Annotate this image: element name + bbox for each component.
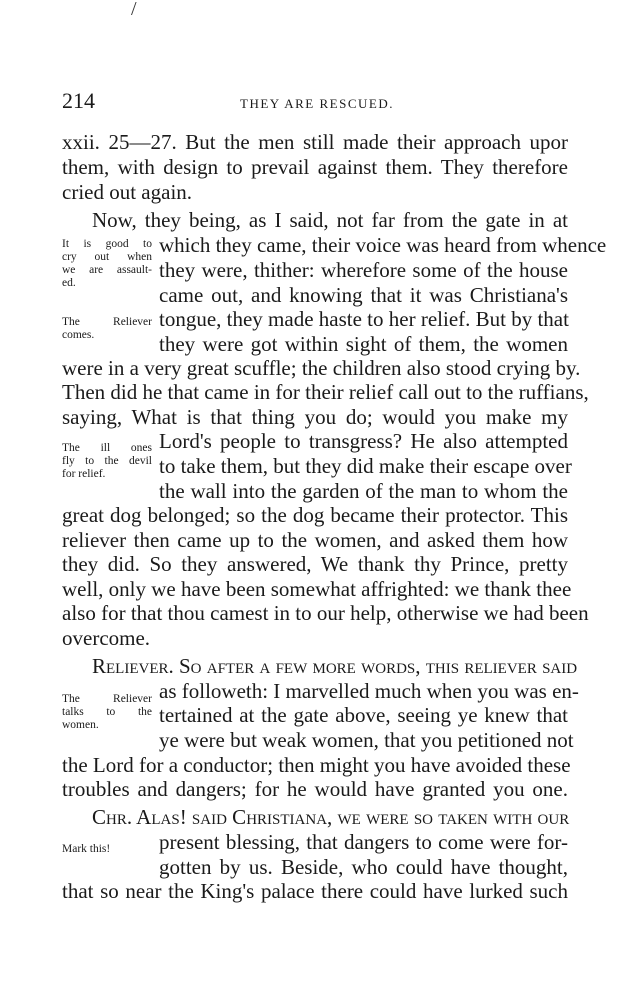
text-line: they did. So they answered, We thank thy Prince, pretty xyxy=(62,552,568,576)
text-line: ye were but weak women, that you petitioned not xyxy=(159,728,574,752)
margin-note-line: Mark this! xyxy=(62,843,111,855)
text-line: as followeth: I marvelled much when you was en- xyxy=(159,679,579,703)
text-line: the wall into the garden of the man to whom the xyxy=(159,479,568,503)
text-line: to take them, but they did make their escape over xyxy=(159,454,572,478)
margin-note-line: cry out when xyxy=(62,251,152,263)
text-line: overcome. xyxy=(62,626,151,650)
margin-note-line: for relief. xyxy=(62,468,106,480)
text-line: tertained at the gate above, seeing ye knew that xyxy=(159,703,568,727)
text-line: tongue, they made haste to her relief. But by that xyxy=(159,307,569,331)
speaker-text: Chr. Alas! said Christiana, we were so taken with our xyxy=(92,805,570,829)
speaker-line xyxy=(92,805,568,829)
text-line: Lord's people to transgress? He also attempted xyxy=(159,429,568,453)
page-number: 214 xyxy=(62,88,95,113)
text-line: reliever then came up to the women, and asked them how xyxy=(62,528,568,552)
stray-pen-mark: / xyxy=(131,0,137,20)
margin-note-line: It is good to xyxy=(62,238,152,250)
text-line: they were got within sight of them, the women xyxy=(159,332,568,356)
margin-note-line: fly to the devil xyxy=(62,455,152,467)
text-line: xxii. 25—27. But the men still made their approach upor xyxy=(62,130,568,154)
margin-note xyxy=(62,843,152,856)
text-line: cried out again. xyxy=(62,180,193,204)
text-line: also for that thou camest in to our help, otherwise we had been xyxy=(62,601,589,625)
text-line: Now, they being, as I said, not far from the gate in at xyxy=(92,208,568,232)
text-line: well, only we have been somewhat affrighted: we thank thee xyxy=(62,577,572,601)
page-header xyxy=(62,88,572,118)
margin-note-line: talks to the xyxy=(62,706,152,718)
text-line: gotten by us. Beside, who could have thought, xyxy=(159,855,568,879)
text-line: were in a very great scuffle; the children also stood crying by. xyxy=(62,356,581,380)
margin-note xyxy=(62,693,152,732)
text-line: Then did he that came in for their relief call out to the ruffians, xyxy=(62,380,589,404)
margin-note xyxy=(62,442,152,481)
margin-note-line: we are assault- xyxy=(62,264,152,276)
text-line: great dog belonged; so the dog became their protector. This xyxy=(62,503,568,527)
speaker-line xyxy=(92,654,578,678)
running-title: THEY ARE RESCUED. xyxy=(240,96,394,111)
speaker-text: Reliever. So after a few more words, this reliever said xyxy=(92,654,578,678)
margin-note-line: The Reliever xyxy=(62,693,152,705)
text-line: that so near the King's palace there could have lurked such xyxy=(62,879,568,903)
text-line: present blessing, that dangers to come were for- xyxy=(159,830,568,854)
margin-note xyxy=(62,238,152,290)
text-line: troubles and dangers; for he would have granted you one. xyxy=(62,777,568,801)
text-line: they were, thither: wherefore some of the house xyxy=(159,258,568,282)
margin-note xyxy=(62,316,152,342)
text-line: which they came, their voice was heard from whence xyxy=(159,233,607,257)
text-line: them, with design to prevail against them. They therefore xyxy=(62,155,568,179)
margin-note-line: The Reliever xyxy=(62,316,152,328)
margin-note-line: comes. xyxy=(62,329,95,341)
margin-note-line: ed. xyxy=(62,277,76,289)
text-line: saying, What is that thing you do; would you make my xyxy=(62,405,568,429)
text-line: came out, and knowing that it was Christiana's xyxy=(159,283,568,307)
margin-note-line: The ill ones xyxy=(62,442,152,454)
margin-note-line: women. xyxy=(62,719,99,731)
text-line: the Lord for a conductor; then might you have avoided these xyxy=(62,753,571,777)
